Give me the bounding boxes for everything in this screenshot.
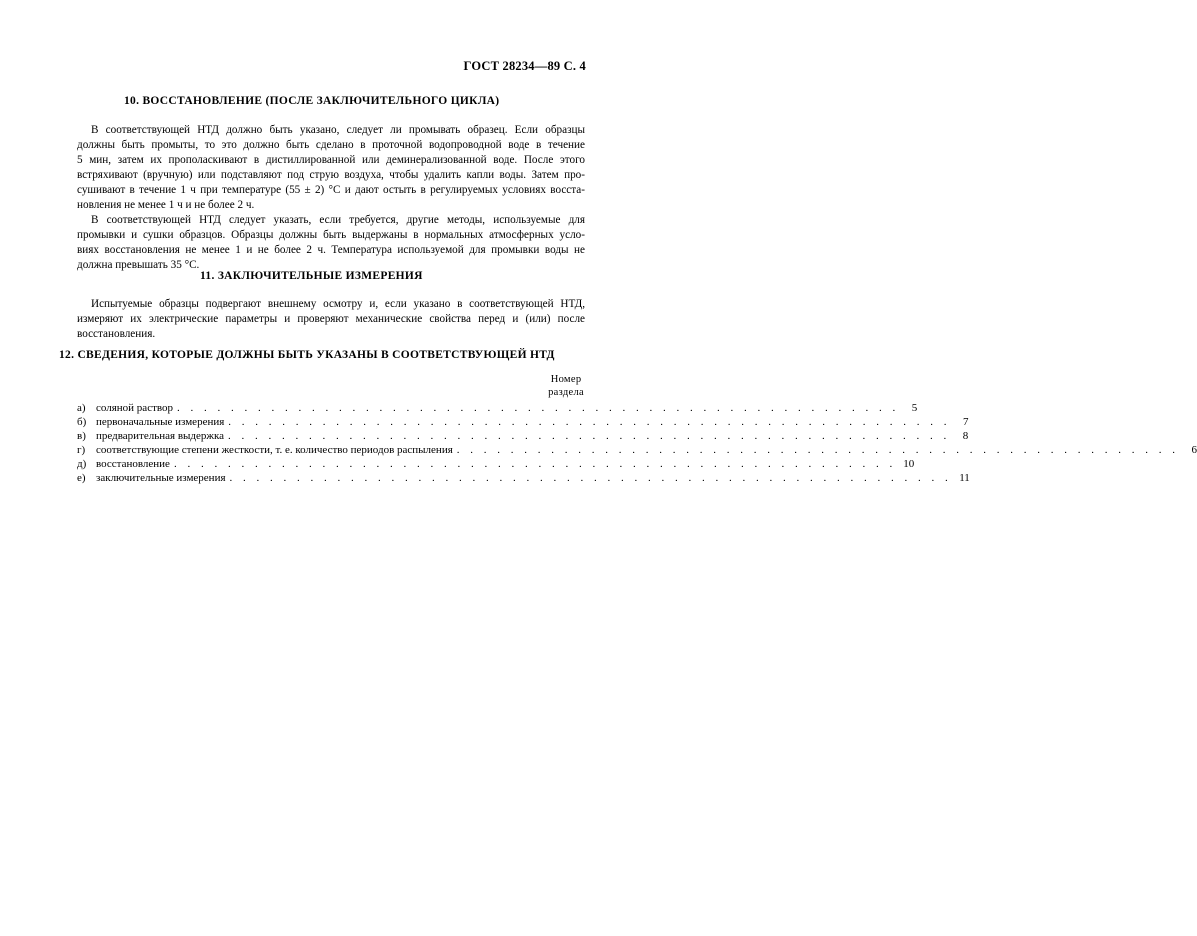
paragraph-line: должны быть промыты, то это должно быть сделано в проточной водопроводной воде в течение [77, 139, 585, 151]
list-item-letter: б) [77, 416, 87, 428]
section-10-title: 10. ВОССТАНОВЛЕНИЕ (ПОСЛЕ ЗАКЛЮЧИТЕЛЬНОГО ЦИКЛА) [124, 95, 500, 107]
list-item-text: предварительная выдержка [96, 430, 225, 442]
list-item [77, 457, 915, 471]
column-label-line-1: Номер [550, 374, 582, 385]
requirements-list [77, 401, 1197, 485]
paragraph-line: встряхивают (вручную) или подставляют под струю воздуха, чтобы удалить капли воды. Затем про- [77, 169, 585, 181]
list-item [77, 415, 969, 429]
list-item-section-number: 11 [959, 472, 970, 484]
paragraph-line: виях восстановления не менее 1 и не более 2 ч. Температура используемой для промывки воды не [77, 244, 585, 256]
leader-dots: . . . . . . . . . . . . . . . . . . . . . . . . . . . . . . . . . . . . . . . . . . . . . . . . . . . . . . [173, 458, 897, 470]
paragraph-line: сушивают в течение 1 ч при температуре (55 ± 2) °С и дают остыть в регулируемых условиях восста- [77, 184, 585, 196]
leader-dots: . . . . . . . . . . . . . . . . . . . . . . . . . . . . . . . . . . . . . . . . . . . . . . . . . . . . . . [456, 444, 1180, 456]
leader-dots: . . . . . . . . . . . . . . . . . . . . . . . . . . . . . . . . . . . . . . . . . . . . . . . . . . . . . . [228, 430, 951, 442]
paragraph-line: Испытуемые образцы подвергают внешнему осмотру и, если указано в соответствующей НТД, [91, 298, 585, 310]
list-item [77, 443, 1197, 457]
paragraph-line: новления не менее 1 ч и не более 2 ч. [77, 199, 255, 211]
list-item-section-number: 6 [1191, 444, 1197, 456]
section-10-paragraph-2 [77, 213, 585, 273]
list-item-text: заключительные измерения [96, 472, 226, 484]
list-item [77, 471, 970, 485]
section-11-paragraph-1 [77, 297, 585, 342]
paragraph-line: В соответствующей НТД должно быть указано, следует ли промывать образец. Если образцы [91, 124, 585, 136]
list-item-text: соляной раствор [96, 402, 173, 414]
list-item-section-number: 8 [962, 430, 969, 442]
list-item-text: первоначальные измерения [96, 416, 225, 428]
column-label-line-2: раздела [548, 387, 584, 398]
list-item-section-number: 5 [911, 402, 918, 414]
page-header-doc-ref: ГОСТ 28234—89 С. 4 [463, 59, 586, 73]
paragraph-line: промывки и сушки образцов. Образцы должны быть выдержаны в нормальных атмосферных усло- [77, 229, 585, 241]
list-item-text: восстановление [96, 458, 170, 470]
section-number-column-label [548, 373, 584, 399]
list-item-letter: в) [77, 430, 86, 442]
list-item-letter: д) [77, 458, 87, 470]
list-item [77, 401, 918, 415]
paragraph-line: восстановления. [77, 328, 156, 340]
paragraph-line: измеряют их электрические параметры и проверяют механические свойства перед и (или) после [77, 313, 585, 325]
leader-dots: . . . . . . . . . . . . . . . . . . . . . . . . . . . . . . . . . . . . . . . . . . . . . . . . . . . . . . [177, 402, 900, 414]
leader-dots: . . . . . . . . . . . . . . . . . . . . . . . . . . . . . . . . . . . . . . . . . . . . . . . . . . . . . . [229, 472, 952, 484]
section-11-title: 11. ЗАКЛЮЧИТЕЛЬНЫЕ ИЗМЕРЕНИЯ [200, 270, 423, 282]
list-item-text: соответствующие степени жесткости, т. е. количество периодов распыления [96, 444, 453, 456]
list-item-section-number: 10 [903, 458, 915, 470]
list-item-section-number: 7 [963, 416, 969, 428]
section-10-paragraph-1 [77, 123, 585, 213]
leader-dots: . . . . . . . . . . . . . . . . . . . . . . . . . . . . . . . . . . . . . . . . . . . . . . . . . . . . . . [228, 416, 951, 428]
list-item-letter: а) [77, 402, 86, 414]
list-item-letter: е) [77, 472, 86, 484]
paragraph-line: 5 мин, затем их прополаскивают в дистиллированной или деминерализованной воде. После этого [77, 154, 585, 166]
paragraph-line: должна превышать 35 °С. [77, 259, 200, 271]
section-12-title: 12. СВЕДЕНИЯ, КОТОРЫЕ ДОЛЖНЫ БЫТЬ УКАЗАНЫ В СООТВЕТСТВУЮЩЕЙ НТД [59, 349, 555, 361]
list-item-letter: г) [77, 444, 86, 456]
list-item [77, 429, 969, 443]
paragraph-line: В соответствующей НТД следует указать, если требуется, другие методы, используемые для [91, 214, 585, 226]
